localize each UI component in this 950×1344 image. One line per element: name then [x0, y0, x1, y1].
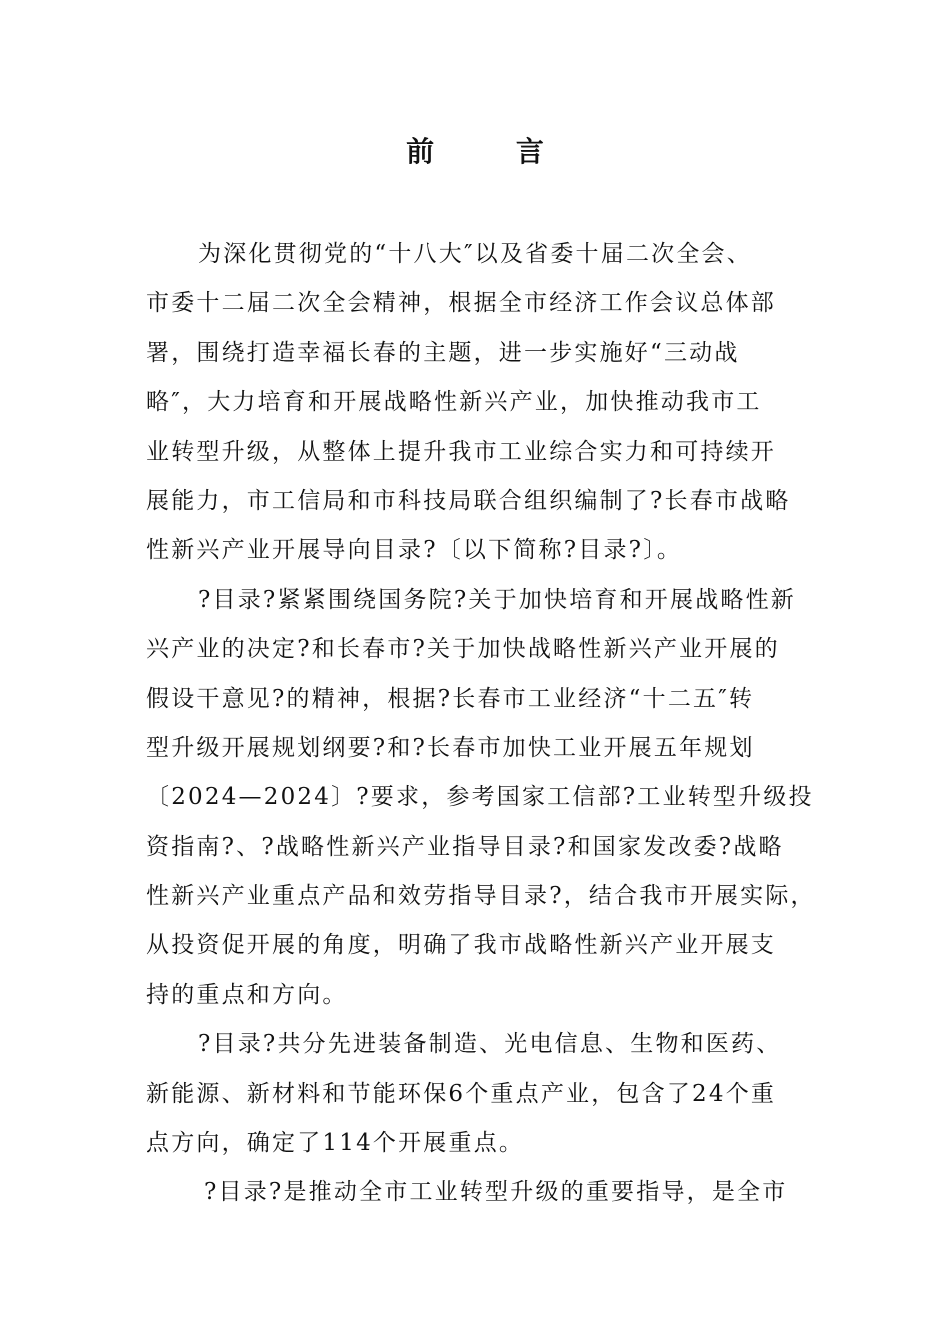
text-line: 新能源、新材料和节能环保6个重点产业，包含了24个重 — [146, 1080, 777, 1107]
text-line: 业转型升级，从整体上提升我市工业综合实力和可持续开 — [146, 438, 776, 465]
text-line: 性新兴产业重点产品和效劳指导目录?，结合我市开展实际， — [146, 883, 816, 910]
paragraph — [146, 1020, 826, 1168]
text-line: 兴产业的决定?和长春市?关于加快战略性新兴产业开展的 — [146, 636, 780, 663]
text-line: 资指南?、?战略性新兴产业指导目录?和国家发改委?战略 — [146, 833, 784, 860]
paragraph — [146, 576, 826, 1021]
page-title: 前 言 — [406, 135, 580, 168]
document-body — [146, 230, 826, 1218]
text-line: 署，围绕打造幸福长春的主题，进一步实施好“三动战 — [146, 339, 740, 366]
text-line: 从投资促开展的角度，明确了我市战略性新兴产业开展支 — [146, 932, 776, 959]
text-line: ?目录?共分先进装备制造、光电信息、生物和医药、 — [198, 1031, 782, 1058]
text-line: 性新兴产业开展导向目录?〔以下简称?目录?〕。 — [146, 537, 683, 564]
text-line: 略″，大力培育和开展战略性新兴产业，加快推动我市工 — [146, 389, 762, 416]
paragraph — [146, 1168, 826, 1217]
text-line: 〔2024—2024〕?要求，参考国家工信部?工业转型升级投 — [146, 784, 814, 811]
text-line: 假设干意见?的精神，根据?长春市工业经济“十二五″转 — [146, 685, 755, 712]
text-line: 展能力，市工信局和市科技局联合组织编制了?长春市战略 — [146, 487, 791, 514]
text-line: 为深化贯彻党的“十八大″以及省委十届二次全会、 — [198, 241, 752, 267]
text-line: ?目录?是推动全市工业转型升级的重要指导，是全市 — [204, 1179, 788, 1206]
text-line: 市委十二届二次全会精神，根据全市经济工作会议总体部 — [146, 290, 776, 317]
text-line: 点方向，确定了114个开展重点。 — [146, 1130, 525, 1157]
paragraph — [146, 230, 826, 576]
text-line: ?目录?紧紧围绕国务院?关于加快培育和开展战略性新 — [198, 586, 796, 613]
text-line: 型升级开展规划纲要?和?长春市加快工业开展五年规划 — [146, 734, 755, 761]
text-line: 持的重点和方向。 — [146, 981, 348, 1008]
